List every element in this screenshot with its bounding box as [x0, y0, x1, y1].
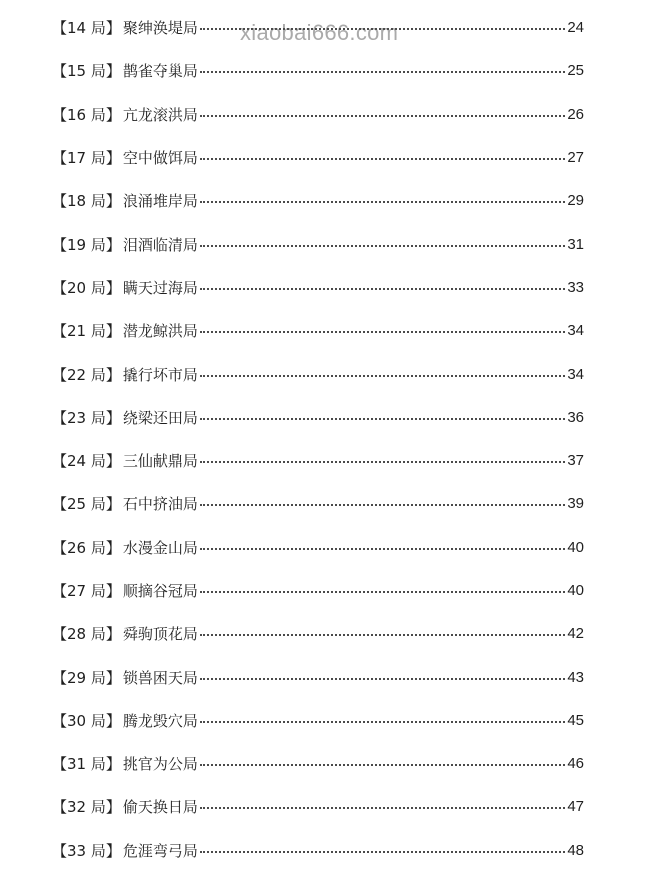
toc-entry-title: 水漫金山局: [122, 538, 198, 557]
toc-entry[interactable]: [52, 569, 584, 612]
toc-entry-number: 【27 局】: [52, 582, 121, 600]
toc-entry-number: 【30 局】: [52, 711, 121, 730]
table-of-contents: [52, 6, 584, 872]
dot-leader: [200, 331, 565, 333]
toc-entry-page: 31: [567, 235, 584, 253]
watermark-text: xiaobai666.com: [240, 20, 399, 45]
toc-entry-number: 【19 局】: [52, 235, 121, 254]
toc-entry[interactable]: [52, 742, 584, 785]
toc-entry-page: 42: [567, 625, 584, 643]
toc-entry-title: 撬行坏市局: [122, 365, 198, 384]
toc-entry-page: 43: [567, 668, 584, 686]
toc-entry-page: 46: [567, 755, 584, 773]
toc-entry-page: 26: [567, 105, 584, 123]
toc-entry-title: 浪涌堆岸局: [122, 192, 198, 211]
toc-entry-number: 【15 局】: [52, 62, 121, 81]
toc-entry-number: 【25 局】: [52, 495, 121, 514]
toc-entry-page: 34: [567, 322, 584, 340]
dot-leader: [200, 71, 565, 73]
toc-entry[interactable]: [52, 655, 584, 698]
toc-entry-title: 鹊雀夺巢局: [122, 62, 198, 81]
toc-entry-title: 石中挤油局: [122, 495, 198, 514]
toc-entry-page: 45: [567, 711, 584, 729]
toc-entry-number: 【33 局】: [52, 841, 121, 860]
toc-entry-number: 【17 局】: [52, 149, 121, 168]
toc-entry-number: 【31 局】: [52, 755, 121, 774]
toc-entry-number: 【21 局】: [52, 322, 121, 341]
dot-leader: [200, 158, 565, 160]
toc-entry-page: 39: [567, 495, 584, 513]
toc-entry-page: 33: [567, 278, 584, 296]
dot-leader: [200, 245, 565, 247]
toc-entry[interactable]: [52, 482, 584, 525]
dot-leader: [200, 504, 565, 506]
dot-leader: [200, 721, 565, 723]
toc-entry-title: 挑官为公局: [122, 755, 198, 774]
dot-leader: [200, 678, 565, 680]
toc-entry-page: 48: [567, 841, 584, 859]
dot-leader: [200, 461, 565, 463]
toc-entry[interactable]: [52, 179, 584, 222]
toc-entry-page: 37: [567, 452, 584, 470]
dot-leader: [200, 28, 565, 30]
toc-entry[interactable]: [52, 439, 584, 482]
toc-entry[interactable]: [52, 93, 584, 136]
toc-entry-page: 40: [567, 538, 584, 556]
toc-entry-number: 【22 局】: [52, 365, 121, 384]
toc-entry[interactable]: [52, 612, 584, 655]
dot-leader: [200, 591, 565, 593]
toc-entry-title: 潜龙鲸洪局: [122, 322, 198, 341]
toc-entry-title: 亢龙滚洪局: [122, 105, 198, 124]
toc-entry-page: 36: [567, 408, 584, 426]
toc-entry[interactable]: [52, 396, 584, 439]
dot-leader: [200, 807, 565, 809]
dot-leader: [200, 851, 565, 853]
dot-leader: [200, 115, 565, 117]
toc-entry-title: 聚绅涣堤局: [122, 19, 198, 38]
toc-entry-page: 40: [567, 582, 584, 599]
toc-entry-page: 24: [567, 19, 584, 37]
toc-entry-page: 27: [567, 149, 584, 167]
toc-entry-title: 偷天换日局: [122, 798, 198, 817]
toc-entry-title: 舜驹顶花局: [122, 625, 198, 644]
toc-entry-title: 顺摘谷冠局: [122, 582, 198, 600]
toc-entry-number: 【26 局】: [52, 538, 121, 557]
toc-entry-number: 【23 局】: [52, 408, 121, 427]
toc-entry[interactable]: [52, 6, 584, 49]
dot-leader: [200, 375, 565, 377]
toc-entry[interactable]: [52, 526, 584, 569]
toc-entry-number: 【20 局】: [52, 278, 121, 297]
toc-entry[interactable]: [52, 785, 584, 828]
toc-entry-page: 34: [567, 365, 584, 383]
toc-entry[interactable]: [52, 49, 584, 92]
toc-entry-page: 47: [567, 798, 584, 816]
toc-entry[interactable]: [52, 829, 584, 872]
toc-entry-number: 【28 局】: [52, 625, 121, 644]
toc-entry-title: 三仙献鼎局: [122, 452, 198, 471]
toc-entry-number: 【32 局】: [52, 798, 121, 817]
toc-entry-title: 瞒天过海局: [122, 278, 198, 297]
toc-entry[interactable]: [52, 699, 584, 742]
toc-entry[interactable]: [52, 352, 584, 395]
dot-leader: [200, 418, 565, 420]
toc-entry[interactable]: [52, 222, 584, 265]
toc-entry-number: 【18 局】: [52, 192, 121, 211]
dot-leader: [200, 634, 565, 636]
toc-entry[interactable]: [52, 266, 584, 309]
toc-entry-title: 绕梁还田局: [122, 408, 198, 427]
toc-entry-number: 【29 局】: [52, 668, 121, 687]
toc-entry-number: 【14 局】: [52, 19, 121, 38]
toc-entry-number: 【16 局】: [52, 105, 121, 124]
toc-entry-page: 25: [567, 62, 584, 80]
toc-entry-title: 泪酒临清局: [122, 235, 198, 254]
dot-leader: [200, 201, 565, 203]
toc-entry-number: 【24 局】: [52, 452, 121, 471]
dot-leader: [200, 764, 565, 766]
toc-entry[interactable]: [52, 309, 584, 352]
dot-leader: [200, 288, 565, 290]
toc-entry-title: 危涯弯弓局: [122, 841, 198, 860]
toc-entry-title: 锁兽困天局: [122, 668, 198, 687]
toc-entry[interactable]: [52, 136, 584, 179]
toc-entry-title: 空中做饵局: [122, 149, 198, 168]
toc-entry-title: 腾龙毁穴局: [122, 711, 198, 730]
dot-leader: [200, 548, 565, 550]
toc-entry-page: 29: [567, 192, 584, 210]
